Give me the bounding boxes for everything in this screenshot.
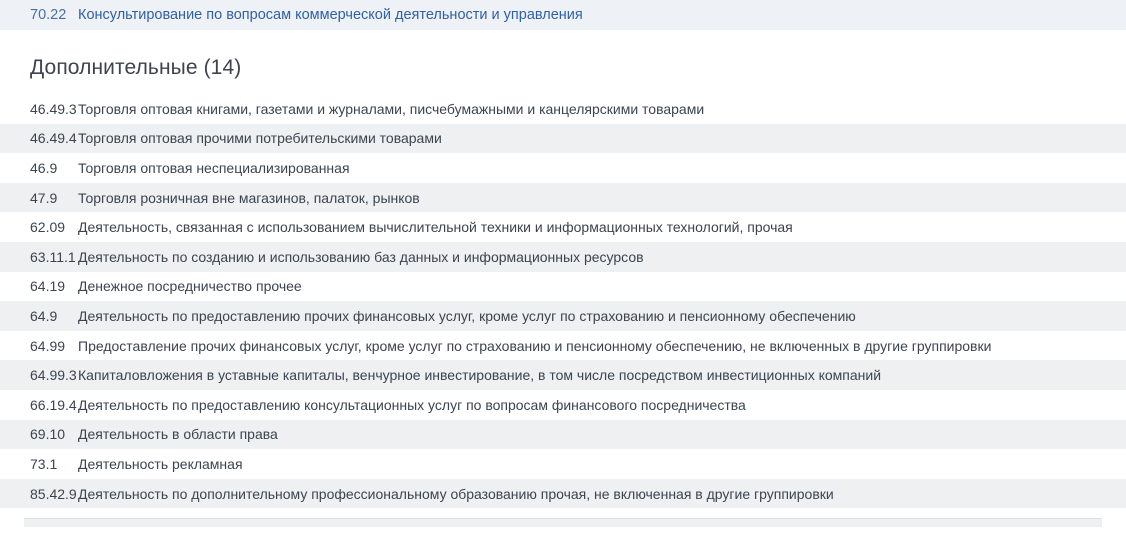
activity-name: Деятельность рекламная (78, 455, 243, 472)
activity-code: 46.49.3 (30, 100, 77, 117)
table-row (0, 331, 1126, 361)
activity-name: Деятельность в области права (78, 426, 278, 443)
activity-code: 62.09 (30, 219, 66, 236)
table-row (0, 153, 1126, 183)
additional-activities-list (0, 94, 1126, 508)
activity-code: 64.99 (30, 337, 66, 354)
activity-name: Капиталовложения в уставные капиталы, венчурное инвестирование, в том числе посредством инвестиционных компаний (78, 367, 882, 384)
section-title: Дополнительные (14) (30, 56, 242, 79)
activity-code: 64.19 (30, 278, 66, 295)
activity-code: 64.9 (30, 307, 58, 324)
activity-name: Денежное посредничество прочее (78, 278, 302, 295)
activity-name: Деятельность по предоставлению прочих финансовых услуг, кроме услуг по страхованию и пенсионному обеспечению (78, 307, 856, 324)
footer-divider (24, 518, 1102, 527)
activity-code: 66.19.4 (30, 396, 77, 413)
activity-code: 73.1 (30, 455, 58, 472)
activity-name: Торговля оптовая прочими потребительскими товарами (78, 130, 442, 147)
main-activity-code: 70.22 (30, 7, 67, 23)
activity-name: Деятельность по дополнительному профессиональному образованию прочая, не включенная в другие группировки (78, 485, 834, 502)
activity-name: Деятельность по созданию и использованию баз данных и информационных ресурсов (78, 248, 644, 265)
activity-name: Торговля оптовая книгами, газетами и журналами, писчебумажными и канцелярскими товарами (78, 100, 705, 117)
table-row (0, 94, 1126, 124)
activity-code: 85.42.9 (30, 485, 77, 502)
table-row (0, 420, 1126, 450)
table-row (0, 449, 1126, 479)
activity-code: 47.9 (30, 189, 58, 206)
main-activity-row[interactable] (0, 0, 1126, 30)
table-row (0, 479, 1126, 509)
table-row (0, 212, 1126, 242)
table-row (0, 272, 1126, 302)
activity-code: 46.49.4 (30, 130, 77, 147)
activity-name: Предоставление прочих финансовых услуг, кроме услуг по страхованию и пенсионному обеспечению, не включенных в другие группировки (78, 337, 992, 354)
activity-name: Деятельность, связанная с использованием вычислительной техники и информационных технологий, прочая (78, 219, 793, 236)
activity-code: 69.10 (30, 426, 66, 443)
table-row (0, 242, 1126, 272)
table-row (0, 183, 1126, 213)
activity-code: 46.9 (30, 159, 58, 176)
table-row (0, 390, 1126, 420)
table-row (0, 124, 1126, 154)
activity-name: Торговля розничная вне магазинов, палаток, рынков (78, 189, 420, 206)
activity-name: Торговля оптовая неспециализированная (78, 159, 350, 176)
table-row (0, 301, 1126, 331)
activity-name: Деятельность по предоставлению консультационных услуг по вопросам финансового посредничества (78, 396, 746, 413)
activity-code: 63.11.1 (30, 248, 76, 265)
table-row (0, 360, 1126, 390)
main-activity-name[interactable]: Консультирование по вопросам коммерческой деятельности и управления (78, 7, 583, 23)
activity-code: 64.99.3 (30, 367, 77, 384)
